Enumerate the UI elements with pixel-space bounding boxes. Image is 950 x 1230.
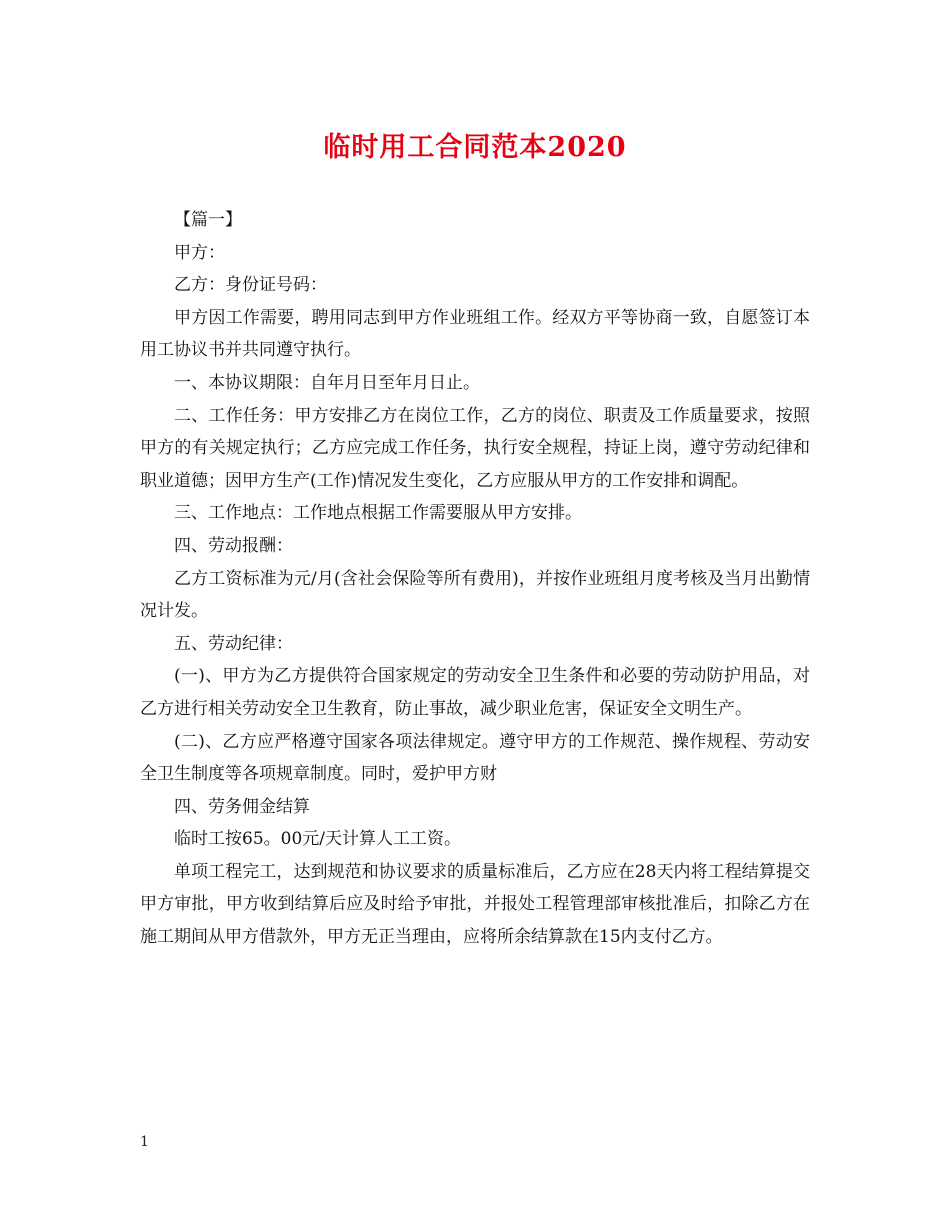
section-heading: 【篇一】 [174, 210, 242, 230]
clause-discipline-heading: 五、劳动纪律： [174, 633, 293, 654]
body-paragraph: 乙方工资标准为元/月(含社会保险等所有费用)，并按作业班组月度考核及当月出勤情况计发。 [140, 568, 810, 622]
clause-location: 三、工作地点：工作地点根据工作需要服从甲方安排。 [174, 503, 582, 524]
clause-term: 一、本协议期限：自年月日至年月日止。 [174, 372, 480, 393]
body-paragraph: 甲方因工作需要，聘用同志到甲方作业班组工作。经双方平等协商一致，自愿签订本用工协议书并共同遵守执行。 [140, 307, 810, 361]
document-body [140, 204, 810, 954]
document-title: 临时用工合同范本2020 [323, 132, 627, 163]
clause-remuneration-heading: 四、劳动报酬： [174, 535, 293, 556]
party-a-line: 甲方： [174, 242, 225, 263]
clause-settlement-heading: 四、劳务佣金结算 [174, 796, 310, 817]
page-number: 1 [140, 1134, 149, 1150]
body-paragraph: (一)、甲方为乙方提供符合国家规定的劳动安全卫生条件和必要的劳动防护用品，对乙方进行相关劳动安全卫生教育，防止事故，减少职业危害，保证安全文明生产。 [140, 666, 810, 719]
body-paragraph: (二)、乙方应严格遵守国家各项法律规定。遵守甲方的工作规范、操作规程、劳动安全卫生制度等各项规章制度。同时，爱护甲方财 [140, 731, 810, 785]
body-paragraph: 单项工程完工，达到规范和协议要求的质量标准后，乙方应在28天内将工程结算提交甲方审批，甲方收到结算后应及时给予审批，并报处工程管理部审核批准后，扣除乙方在施工期间从甲方借款外，甲方无正当理由，应将所余结算款在15内支付乙方。 [140, 861, 810, 948]
clause-tasks: 二、工作任务：甲方安排乙方在岗位工作，乙方的岗位、职责及工作质量要求，按照甲方的有关规定执行；乙方应完成工作任务，执行安全规程，持证上岗，遵守劳动纪律和职业道德；因甲方生产(工作)情况发生变化，乙方应服从甲方的工作安排和调配。 [140, 405, 810, 491]
body-paragraph: 临时工按65。00元/天计算人工工资。 [174, 829, 461, 850]
party-b-line: 乙方：身份证号码： [174, 275, 327, 296]
